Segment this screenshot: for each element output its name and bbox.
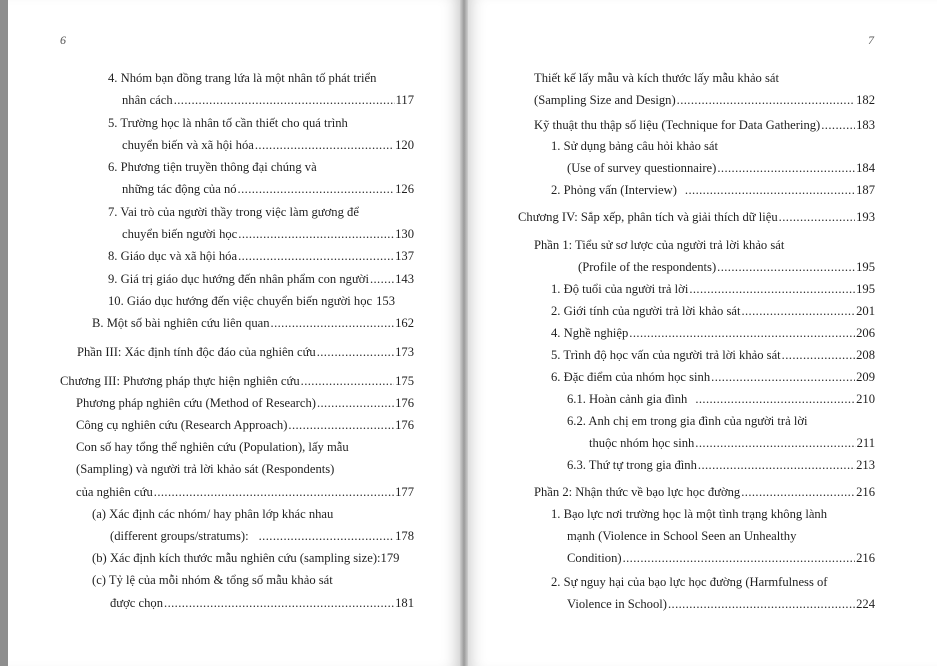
toc-page-number: 176: [395, 418, 414, 432]
toc-page-number: 177: [395, 485, 414, 499]
toc-page-number: 184: [856, 161, 875, 175]
toc-entry: 6.1. Hoàn cảnh gia đình ..... 210: [567, 390, 875, 408]
toc-entry: 6.3. Thứ tự trong gia đình ..... 213: [567, 456, 875, 474]
toc-entry: (Sampling) và người trả lời khảo sát (Respondents): [76, 462, 335, 476]
toc-page-number: 173: [395, 345, 414, 359]
toc-page-number: 126: [395, 182, 414, 196]
toc-page-number: 213: [856, 458, 875, 472]
toc-entry: Con số hay tổng thể nghiên cứu (Population), lấy mẫu: [76, 440, 349, 454]
toc-page-number: 162: [395, 316, 414, 330]
toc-page-number: 216: [856, 551, 875, 565]
toc-page-number: 120: [395, 138, 414, 152]
toc-entry: (a) Xác định các nhóm/ hay phân lớp khác nhau: [92, 507, 334, 521]
toc-entry: Kỹ thuật thu thập số liệu (Technique for Data Gathering) ..... 183: [534, 116, 875, 134]
toc-entry: chuyển biến và xã hội hóa ..... 120: [122, 136, 414, 154]
toc-page-number: 175: [395, 374, 414, 388]
toc-entry: 5. Trình độ học vấn của người trả lời khảo sát ..... 208: [551, 346, 875, 364]
toc-entry: (Sampling Size and Design) ..... 182: [534, 91, 875, 109]
toc-page-number: 216: [856, 485, 875, 499]
toc-entry: (Use of survey questionnaire) ..... 184: [567, 159, 875, 177]
toc-entry: được chọn ..... 181: [110, 594, 414, 612]
toc-page-number: 187: [856, 183, 875, 197]
toc-entry: Phần III: Xác định tính độc đáo của nghiên cứu ..... 173: [77, 343, 414, 361]
toc-page-number: 210: [856, 392, 875, 406]
toc-entry: 6. Đặc điểm của nhóm học sinh ..... 209: [551, 368, 875, 386]
toc-entry: B. Một số bài nghiên cứu liên quan ..... 162: [92, 314, 414, 332]
toc-entry: Phần 2: Nhận thức về bạo lực học đường ..... 216: [534, 483, 875, 501]
toc-entry: 10. Giáo dục hướng đến việc chuyển biến người học 153: [108, 294, 395, 308]
toc-page-number: 183: [856, 118, 875, 132]
toc-entry: Violence in School) ..... 224: [567, 595, 875, 613]
toc-entry: Phương pháp nghiên cứu (Method of Research) ..... 176: [76, 394, 414, 412]
toc-entry: của nghiên cứu ..... 177: [76, 483, 414, 501]
toc-entry: 4. Nghề nghiệp ..... 206: [551, 324, 875, 342]
toc-page-number: 182: [856, 93, 875, 107]
toc-entry: 1. Sử dụng bảng câu hỏi khảo sát: [551, 139, 719, 153]
book-gutter: [460, 0, 468, 666]
toc-entry: 9. Giá trị giáo dục hướng đến nhân phẩm con người ..... 143: [108, 270, 414, 288]
toc-entry: 2. Phỏng vấn (Interview) ..... 187: [551, 181, 875, 199]
toc-entry: Chương III: Phương pháp thực hiện nghiên cứu ..... 175: [60, 372, 414, 390]
toc-page-number: 201: [856, 304, 875, 318]
page-number-left: 6: [60, 33, 66, 47]
toc-page-number: 130: [395, 227, 414, 241]
toc-page-number: 117: [395, 93, 414, 107]
toc-page-number: 178: [395, 529, 414, 543]
toc-page-number: 193: [856, 210, 875, 224]
toc-entry: 7. Vai trò của người thầy trong việc làm gương để: [108, 205, 359, 219]
toc-page-number: 206: [856, 326, 875, 340]
toc-page-number: 195: [856, 260, 875, 274]
toc-entry: thuộc nhóm học sinh ..... 211: [589, 434, 875, 452]
toc-entry: (c) Tỷ lệ của mỗi nhóm & tổng số mẫu khảo sát: [92, 573, 333, 587]
toc-entry: Chương IV: Sắp xếp, phân tích và giải thích dữ liệu ..... 193: [518, 208, 875, 226]
toc-entry: 8. Giáo dục và xã hội hóa ..... 137: [108, 247, 414, 265]
page-number-right: 7: [868, 33, 874, 47]
toc-entry: 6.2. Anh chị em trong gia đình của người trả lời: [567, 414, 808, 428]
toc-entry: chuyển biến người học ..... 130: [122, 225, 414, 243]
toc-page-number: 176: [395, 396, 414, 410]
toc-page-number: 153: [376, 294, 395, 308]
toc-page-number: 209: [856, 370, 875, 384]
toc-entry: mạnh (Violence in School Seen an Unhealthy: [567, 529, 797, 543]
toc-entry: Thiết kế lấy mẫu và kích thước lấy mẫu khảo sát: [534, 71, 779, 85]
toc-entry: 2. Sự nguy hại của bạo lực học đường (Harmfulness of: [551, 575, 828, 589]
toc-entry: 2. Giới tính của người trả lời khảo sát ..... 201: [551, 302, 875, 320]
toc-entry: (Profile of the respondents) ..... 195: [578, 258, 875, 276]
toc-page-number: 143: [395, 272, 414, 286]
toc-page-number: 208: [856, 348, 875, 362]
toc-entry: Phần 1: Tiểu sử sơ lược của người trả lời khảo sát: [534, 238, 785, 252]
toc-entry: (b) Xác định kích thước mẫu nghiên cứu (sampling size):179: [92, 551, 400, 565]
toc-entry: 4. Nhóm bạn đồng trang lứa là một nhân tố phát triển: [108, 71, 377, 85]
toc-page-number: 195: [856, 282, 875, 296]
toc-entry: (different groups/stratums): ..... 178: [110, 527, 414, 545]
toc-entry: Công cụ nghiên cứu (Research Approach) ..... 176: [76, 416, 414, 434]
toc-entry: 1. Độ tuổi của người trả lời ..... 195: [551, 280, 875, 298]
toc-entry: Condition) ..... 216: [567, 549, 875, 567]
toc-page-number: 224: [856, 597, 875, 611]
toc-entry: những tác động của nó ..... 126: [122, 180, 414, 198]
toc-entry: 6. Phương tiện truyền thông đại chúng và: [108, 160, 317, 174]
toc-entry: 1. Bạo lực nơi trường học là một tình trạng không lành: [551, 507, 828, 521]
toc-entry: 5. Trường học là nhân tố cần thiết cho quá trình: [108, 116, 348, 130]
toc-page-number: 137: [395, 249, 414, 263]
toc-page-number: 211: [856, 436, 875, 450]
toc-entry: nhân cách ..... 117: [122, 91, 414, 109]
toc-page-number: 181: [395, 596, 414, 610]
